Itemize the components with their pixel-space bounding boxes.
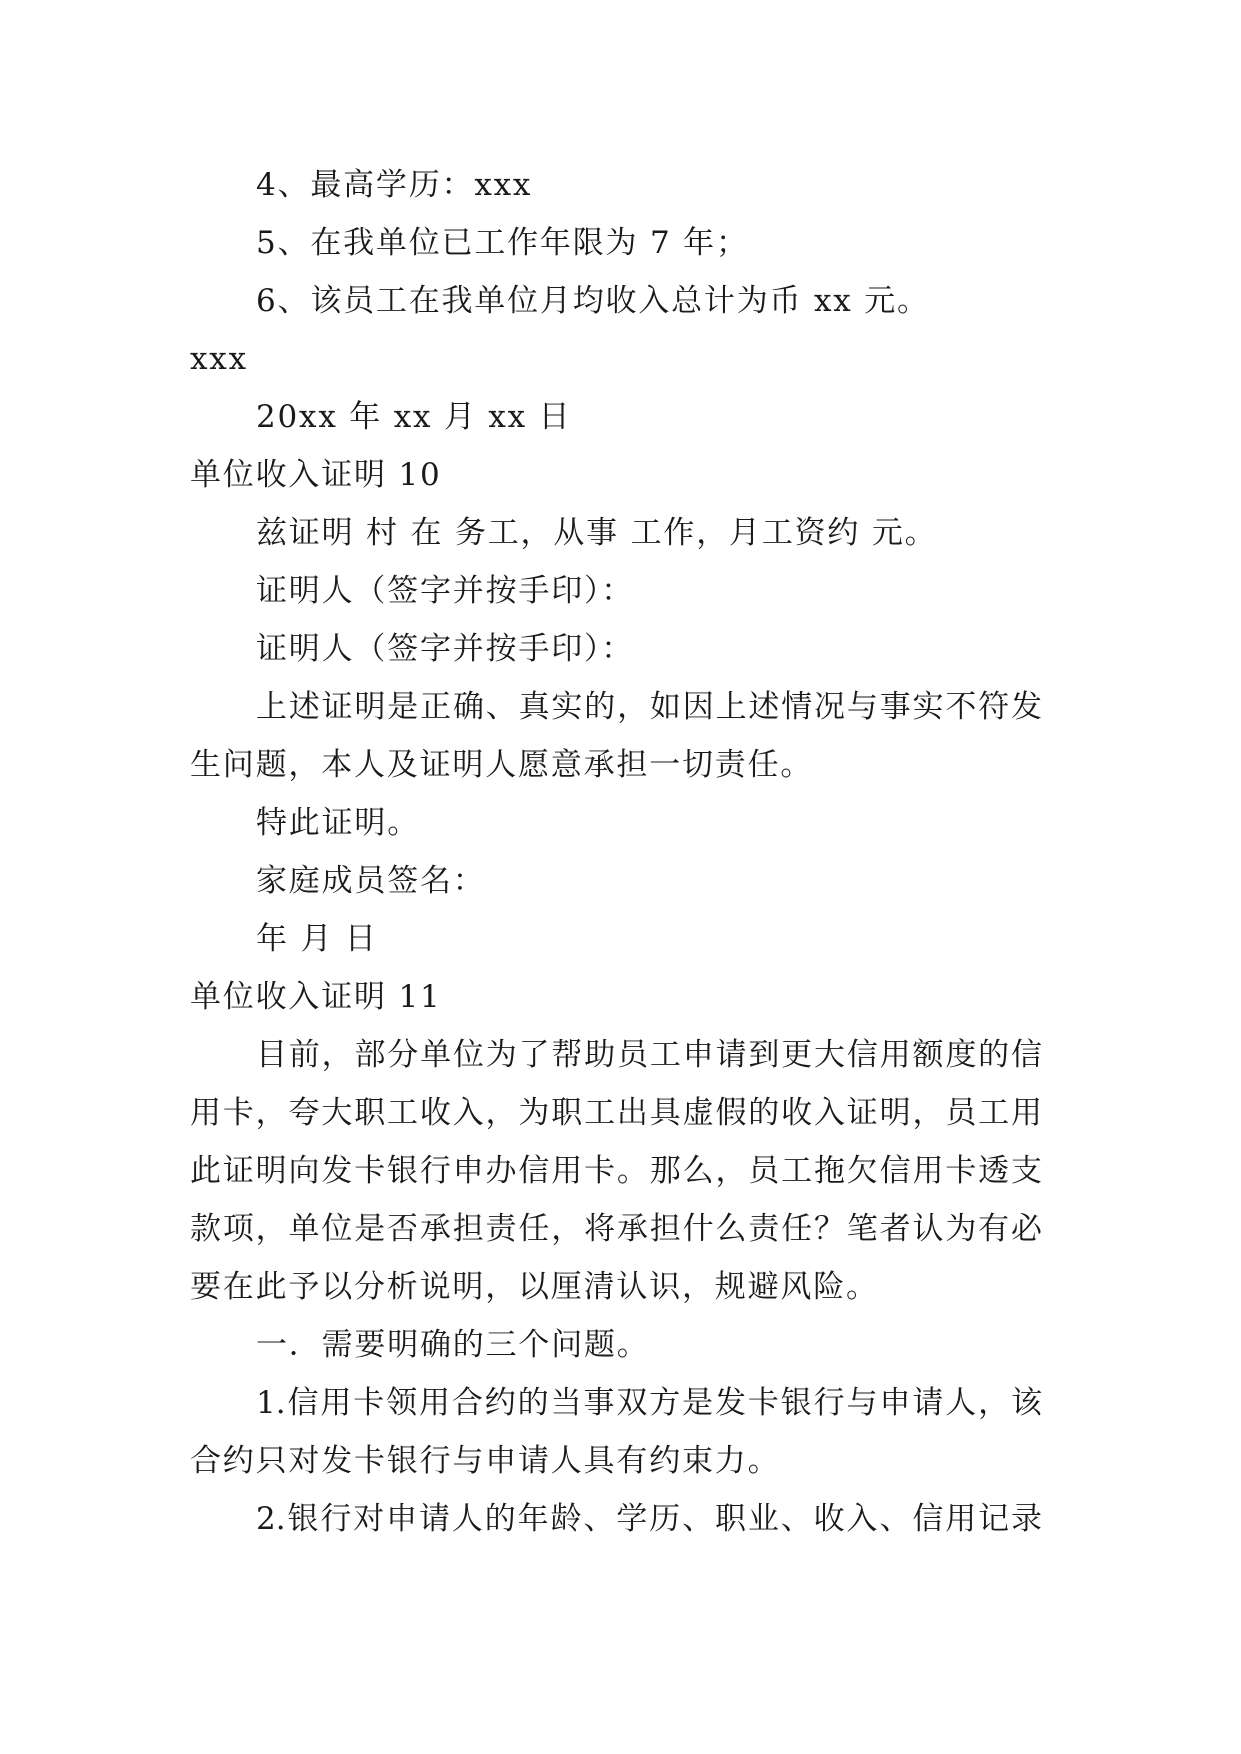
text-line: 一．需要明确的三个问题。 [256,1327,650,1363]
text-line: 5、在我单位已工作年限为 7 年； [256,225,749,261]
section-heading: 单位收入证明 11 [190,979,442,1015]
text-line: 兹证明 村 在 务工，从事 工作，月工资约 元。 [256,515,938,551]
text-line: 证明人（签字并按手印）： [256,631,635,667]
text-line: 6、该员工在我单位月均收入总计为币 xx 元。 [256,283,930,319]
text-line: 合约只对发卡银行与申请人具有约束力。 [190,1443,781,1479]
text-line: 要在此予以分析说明，以厘清认识，规避风险。 [190,1269,879,1305]
text-line: 目前，部分单位为了帮助员工申请到更大信用额度的信 [256,1037,1042,1073]
text-line: 生问题，本人及证明人愿意承担一切责任。 [190,747,814,783]
text-line: 年 月 日 [256,921,378,957]
text-line: 上述证明是正确、真实的，如因上述情况与事实不符发 [256,689,1042,725]
text-line: 1.信用卡领用合约的当事双方是发卡银行与申请人，该 [256,1385,1042,1421]
text-line: 证明人（签字并按手印）： [256,573,635,609]
text-line: 2.银行对申请人的年龄、学历、职业、收入、信用记录 [256,1501,1042,1537]
text-line: 用卡，夸大职工收入，为职工出具虚假的收入证明，员工用 [190,1095,1042,1131]
text-line: 20xx 年 xx 月 xx 日 [256,399,572,435]
text-line: 4、最高学历：xxx [256,167,533,203]
text-line: 此证明向发卡银行申办信用卡。那么，员工拖欠信用卡透支 [190,1153,1042,1189]
text-line: 家庭成员签名： [256,863,486,899]
text-line: 款项，单位是否承担责任，将承担什么责任？笔者认为有必 [190,1211,1042,1247]
section-heading: 单位收入证明 10 [190,457,442,493]
text-line: 特此证明。 [256,805,420,841]
text-line: xxx [190,341,248,377]
